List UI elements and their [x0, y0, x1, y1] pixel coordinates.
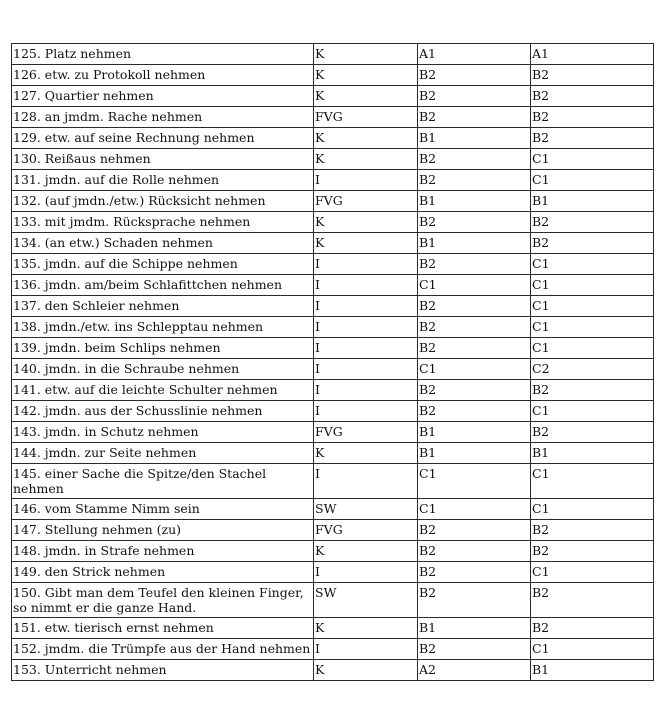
level1-cell: B2: [418, 541, 531, 562]
phrase-cell: 131. jmdn. auf die Rolle nehmen: [12, 170, 314, 191]
table-row: [12, 107, 654, 128]
table-row: [12, 275, 654, 296]
type-cell: I: [314, 359, 418, 380]
type-cell: K: [314, 65, 418, 86]
type-cell: K: [314, 86, 418, 107]
level1-cell: A2: [418, 660, 531, 681]
level2-cell: B1: [531, 191, 654, 212]
table-row: [12, 359, 654, 380]
level2-cell: B2: [531, 583, 654, 618]
type-cell: I: [314, 562, 418, 583]
type-cell: I: [314, 170, 418, 191]
type-cell: I: [314, 317, 418, 338]
level2-cell: C1: [531, 170, 654, 191]
level2-cell: B2: [531, 107, 654, 128]
type-cell: SW: [314, 499, 418, 520]
level1-cell: C1: [418, 499, 531, 520]
table-row: [12, 86, 654, 107]
phrase-cell: 134. (an etw.) Schaden nehmen: [12, 233, 314, 254]
table-row: [12, 233, 654, 254]
table-row: [12, 660, 654, 681]
table-row: [12, 401, 654, 422]
level2-cell: C2: [531, 359, 654, 380]
level1-cell: B1: [418, 233, 531, 254]
level2-cell: C1: [531, 639, 654, 660]
table-row: [12, 443, 654, 464]
level1-cell: B2: [418, 639, 531, 660]
level2-cell: C1: [531, 562, 654, 583]
phrase-cell: 148. jmdn. in Strafe nehmen: [12, 541, 314, 562]
level2-cell: B2: [531, 86, 654, 107]
table-row: [12, 562, 654, 583]
phrase-cell: 149. den Strick nehmen: [12, 562, 314, 583]
level1-cell: B2: [418, 107, 531, 128]
type-cell: FVG: [314, 520, 418, 541]
table-row: [12, 541, 654, 562]
level1-cell: B2: [418, 338, 531, 359]
level2-cell: C1: [531, 499, 654, 520]
table-row: [12, 520, 654, 541]
level1-cell: B2: [418, 380, 531, 401]
level2-cell: B2: [531, 422, 654, 443]
level1-cell: B2: [418, 562, 531, 583]
table-row: [12, 212, 654, 233]
type-cell: K: [314, 128, 418, 149]
type-cell: I: [314, 338, 418, 359]
level1-cell: C1: [418, 359, 531, 380]
level2-cell: C1: [531, 464, 654, 499]
phrase-cell: 139. jmdn. beim Schlips nehmen: [12, 338, 314, 359]
level2-cell: C1: [531, 317, 654, 338]
table-row: [12, 639, 654, 660]
phrase-cell: 153. Unterricht nehmen: [12, 660, 314, 681]
level2-cell: C1: [531, 275, 654, 296]
level1-cell: B2: [418, 520, 531, 541]
level1-cell: C1: [418, 275, 531, 296]
table-row: [12, 191, 654, 212]
level1-cell: B2: [418, 317, 531, 338]
level1-cell: B2: [418, 254, 531, 275]
phrase-cell: 141. etw. auf die leichte Schulter nehmen: [12, 380, 314, 401]
table-body: [12, 44, 654, 681]
phrase-cell: 137. den Schleier nehmen: [12, 296, 314, 317]
level1-cell: B1: [418, 422, 531, 443]
phrase-cell: 136. jmdn. am/beim Schlafittchen nehmen: [12, 275, 314, 296]
phrase-cell: 128. an jmdm. Rache nehmen: [12, 107, 314, 128]
phrase-cell: 138. jmdn./etw. ins Schlepptau nehmen: [12, 317, 314, 338]
table-row: [12, 296, 654, 317]
level2-cell: A1: [531, 44, 654, 65]
type-cell: I: [314, 639, 418, 660]
type-cell: I: [314, 275, 418, 296]
table-row: [12, 338, 654, 359]
level2-cell: C1: [531, 338, 654, 359]
level2-cell: B2: [531, 541, 654, 562]
level2-cell: C1: [531, 149, 654, 170]
level2-cell: B2: [531, 233, 654, 254]
phrase-cell: 151. etw. tierisch ernst nehmen: [12, 618, 314, 639]
phrase-cell: 143. jmdn. in Schutz nehmen: [12, 422, 314, 443]
table-row: [12, 254, 654, 275]
level2-cell: B2: [531, 618, 654, 639]
level2-cell: B2: [531, 212, 654, 233]
phrase-cell: 132. (auf jmdn./etw.) Rücksicht nehmen: [12, 191, 314, 212]
phrase-cell: 127. Quartier nehmen: [12, 86, 314, 107]
type-cell: I: [314, 401, 418, 422]
phrase-cell: 146. vom Stamme Nimm sein: [12, 499, 314, 520]
table-row: [12, 44, 654, 65]
table-row: [12, 618, 654, 639]
table-row: [12, 65, 654, 86]
table-row: [12, 422, 654, 443]
level1-cell: B2: [418, 212, 531, 233]
type-cell: K: [314, 44, 418, 65]
table-row: [12, 128, 654, 149]
level2-cell: B1: [531, 443, 654, 464]
level1-cell: B2: [418, 149, 531, 170]
level1-cell: B1: [418, 618, 531, 639]
phrase-table: [11, 43, 654, 681]
type-cell: FVG: [314, 191, 418, 212]
level2-cell: B2: [531, 65, 654, 86]
phrase-cell: 142. jmdn. aus der Schusslinie nehmen: [12, 401, 314, 422]
level2-cell: B2: [531, 520, 654, 541]
type-cell: K: [314, 149, 418, 170]
level1-cell: B2: [418, 583, 531, 618]
type-cell: FVG: [314, 422, 418, 443]
type-cell: K: [314, 618, 418, 639]
level1-cell: A1: [418, 44, 531, 65]
level2-cell: B2: [531, 380, 654, 401]
phrase-cell: 147. Stellung nehmen (zu): [12, 520, 314, 541]
table-row: [12, 464, 654, 499]
phrase-cell: 125. Platz nehmen: [12, 44, 314, 65]
level2-cell: C1: [531, 296, 654, 317]
table-row: [12, 583, 654, 618]
level2-cell: B1: [531, 660, 654, 681]
phrase-cell: 129. etw. auf seine Rechnung nehmen: [12, 128, 314, 149]
type-cell: I: [314, 464, 418, 499]
type-cell: K: [314, 443, 418, 464]
table-row: [12, 170, 654, 191]
type-cell: SW: [314, 583, 418, 618]
level1-cell: B2: [418, 170, 531, 191]
table-row: [12, 499, 654, 520]
level1-cell: B2: [418, 86, 531, 107]
level2-cell: C1: [531, 401, 654, 422]
level1-cell: B2: [418, 65, 531, 86]
table-row: [12, 380, 654, 401]
level1-cell: B1: [418, 443, 531, 464]
phrase-cell: 133. mit jmdm. Rücksprache nehmen: [12, 212, 314, 233]
level1-cell: B2: [418, 401, 531, 422]
type-cell: K: [314, 541, 418, 562]
phrase-cell: 130. Reißaus nehmen: [12, 149, 314, 170]
level2-cell: B2: [531, 128, 654, 149]
phrase-cell: 126. etw. zu Protokoll nehmen: [12, 65, 314, 86]
phrase-cell: 144. jmdn. zur Seite nehmen: [12, 443, 314, 464]
type-cell: I: [314, 254, 418, 275]
level1-cell: C1: [418, 464, 531, 499]
type-cell: K: [314, 212, 418, 233]
type-cell: K: [314, 233, 418, 254]
type-cell: FVG: [314, 107, 418, 128]
type-cell: I: [314, 296, 418, 317]
table-row: [12, 149, 654, 170]
phrase-cell: 135. jmdn. auf die Schippe nehmen: [12, 254, 314, 275]
phrase-cell: 145. einer Sache die Spitze/den Stachel nehmen: [12, 464, 314, 499]
type-cell: K: [314, 660, 418, 681]
phrase-cell: 152. jmdm. die Trümpfe aus der Hand nehmen: [12, 639, 314, 660]
level1-cell: B1: [418, 128, 531, 149]
level2-cell: C1: [531, 254, 654, 275]
level1-cell: B1: [418, 191, 531, 212]
level1-cell: B2: [418, 296, 531, 317]
table-row: [12, 317, 654, 338]
type-cell: I: [314, 380, 418, 401]
phrase-cell: 140. jmdn. in die Schraube nehmen: [12, 359, 314, 380]
phrase-cell: 150. Gibt man dem Teufel den kleinen Finger, so nimmt er die ganze Hand.: [12, 583, 314, 618]
